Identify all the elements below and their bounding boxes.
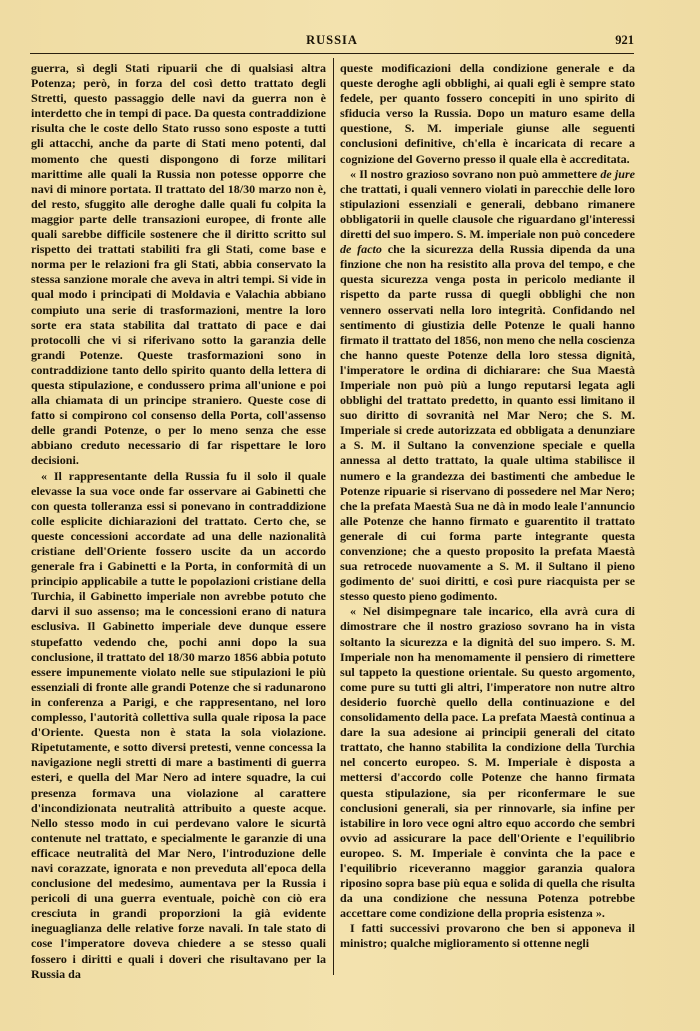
right-column bbox=[340, 61, 635, 952]
text-run: « Il nostro grazioso sovrano non può ammettere bbox=[350, 166, 601, 181]
paragraph: « Nel disimpegnare tale incarico, ella avrà cura di dimostrare che il nostro grazioso sovrano ha in vista soltanto la sicurezza e la dignità del suo impero. S. M. Imperiale non ha menomamente il pensiero di rimettere sul tappeto la questione orientale. Su questo argomento, come pure su tutti gli altri, l'imperatore non nutre altro desiderio fuorchè quello della continuazione e del consolidamento della pace. La prefata Maestà continua a dare la sua adesione ai principii generali del citato trattato, che hanno stabilita la condizione della Turchia nel concerto europeo. S. M. Imperiale è disposta a mettersi d'accordo colle Potenze che hanno firmata questa stipulazione, sia per riconfermare le sue conclusioni generali, sia per rinnovarle, sia infine per istabilire in loro vece ogni altro equo accordo che sembri ovvio ad assicurare la pace dell'Oriente e l'equilibrio europeo. S. M. Imperiale è convinta che la pace e l'equilibrio riceveranno maggior garanzia qualora riposino sopra base più equa e solida di quella che risulta da una condizione che nessuna Potenza potrebbe accettare come condizione della propria esistenza ». bbox=[340, 604, 635, 921]
paragraph: queste modificazioni della condizione generale e da queste deroghe agli obblighi, ai quali egli è sempre stato fedele, per quanto fossero concepiti in uno spirito di sfiducia verso la Russia. Dopo un maturo esame della questione, S. M. imperiale giunse alle seguenti conclusioni definitive, ch'ella è incaricata di recare a cognizione del Governo presso il quale ella è accreditata. bbox=[340, 61, 635, 166]
italic-term: de jure bbox=[600, 166, 636, 181]
text-run: che la sicurezza della Russia dipenda da una finzione che non ha resistito alla prova del tempo, e che questa sicurezza venga posta in pericolo mediante il rispetto da parte russa di quegli obblighi che non vennero osservati nella loro integrità. Confidando nel sentimento di giustizia delle Potenze le quali hanno firmato il trattato del 1856, non meno che nella coscienza che hanno queste Potenze della loro stessa dignità, l'imperatore le ordina di dichiarare: che Sua Maestà Imperiale non può più a lungo reputarsi legata agli obblighi del trattato predetto, in quanto essi limitano il suo diritto di sovranità nel Mar Nero; che S. M. Imperiale si crede autorizzata ed obbligata a denunziare a S. M. il Sultano la convenzione speciale e quella annessa al detto trattato, la quale ultima stabilisce il numero e la grandezza dei bastimenti che ambedue le Potenze ripuarie si riservano di possedere nel Mar Nero; che la prefata Maestà Sua ne dà in modo leale l'annuncio alle Potenze che hanno firmato e guarentito il trattato generale di cui forma parte integrante questa convenzione; che a questo proposito la prefata Maestà sua retrocede nuovamente a S. M. il Sultano il pieno godimento de' suoi diritti, e così pure riacquista per se stesso questo pieno godimento. bbox=[340, 242, 635, 604]
italic-term: de facto bbox=[340, 242, 382, 257]
header-rule bbox=[30, 53, 634, 54]
paragraph: I fatti successivi provarono che ben si apponeva il ministro; qualche miglioramento si ottenne negli bbox=[340, 921, 635, 951]
paragraph bbox=[340, 167, 635, 605]
page-header bbox=[30, 33, 634, 53]
left-column bbox=[31, 61, 326, 982]
paragraph: « Il rappresentante della Russia fu il solo il quale elevasse la sua voce onde far osservare ai Gabinetti che con questa tolleranza essi si ponevano in contraddizione colle esplicite dichiarazioni del trattato. Certo che, se queste concessioni accordate ad una delle nazionalità cristiane dell'Oriente fossero uscite da un accordo generale fra i Gabinetti e la Porta, in conformità di un principio applicabile a tutte le popolazioni cristiane della Turchia, il Gabinetto imperiale non avrebbe potuto che darvi il suo assenso; ma le concessioni erano di natura esclusiva. Il Gabinetto imperiale deve dunque essere stupefatto vedendo che, pochi anni dopo la sua conclusione, il trattato del 18/30 marzo 1856 abbia potuto essere impunemente violato nelle sue stipulazioni le più essenziali di fronte alle grandi Potenze che si radunarono in conferenza a Parigi, e che rappresentano, nel loro complesso, l'autorità collettiva sulla quale riposa la pace d'Oriente. Questa non è stata la sola violazione. Ripetutamente, e sotto diversi pretesti, venne concessa la navigazione negli stretti di mare a bastimenti di guerra esteri, e quella del Mar Nero ad intere squadre, la cui presenza formava una violazione al carattere d'incondizionata neutralità attribuito a queste acque. Nello stesso modo in cui perdevano valore le sicurtà contenute nel trattato, e specialmente le garanzie di una efficace neutralità del Mar Nero, l'introduzione delle navi corazzate, ignorata e non preveduta all'epoca della conclusione del medesimo, aumentava per la Russia i pericoli di una guerra eventuale, poichè con ciò era cresciuta in grandi proporzioni la già evidente ineguaglianza delle relative forze navali. In tale stato di cose l'imperatore doveva chiedere a se stesso quali fossero i diritti e quali i doveri che risultavano per la Russia da bbox=[31, 468, 326, 981]
running-head: RUSSIA bbox=[306, 33, 358, 47]
paragraph: guerra, sì degli Stati ripuarii che di qualsiasi altra Potenza; però, in forza del così detto trattato degli Stretti, questo passaggio delle navi da guerra non è interdetto che in tempi di pace. Da questa contraddizione risulta che le coste dello Stato russo sono esposte a tutti gli attacchi, anche da parte di Stati meno potenti, dal momento che questi dispongono di forze militari marittime alle quali la Russia non potesse opporre che navi di minore portata. Il trattato del 18/30 marzo non è, del resto, sfuggito alle deroghe dalle quali fu colpita la maggior parte delle transazioni europee, di fronte alle quali sarebbe difficile sostenere che il diritto scritto sul rispetto dei trattati stabiliti fra gli Stati, come base e norma per le relazioni fra gli Stati, abbia conservato la stessa sanzione morale che aveva in altri tempi. Si vide in qual modo i principati di Moldavia e Valachia abbiano compiuto una serie di trasformazioni, mentre la loro sorte era stata stabilita dal trattato di pace e dai protocolli che vi si riferivano sotto la garanzia delle grandi Potenze. Queste trasformazioni sono in contraddizione tanto dello spirito quanto della lettera di questa stipulazione, e condussero prima all'unione e poi alla chiamata di un principe straniero. Queste cose di fatto si compirono col consenso della Porta, coll'assenso delle grandi Potenze, o per lo meno senza che esse abbiano creduto necessario di far rispettare le loro decisioni. bbox=[31, 61, 326, 468]
text-run: che trattati, i quali vennero violati in parecchie delle loro stipulazioni essenziali e generali, debbano rimanere obbligatorii in quelle clausole che riguardano gl'interessi diretti del suo impero. S. M. imperiale non può concedere bbox=[340, 181, 635, 242]
page-number: 921 bbox=[615, 33, 634, 47]
column-divider bbox=[333, 58, 334, 975]
